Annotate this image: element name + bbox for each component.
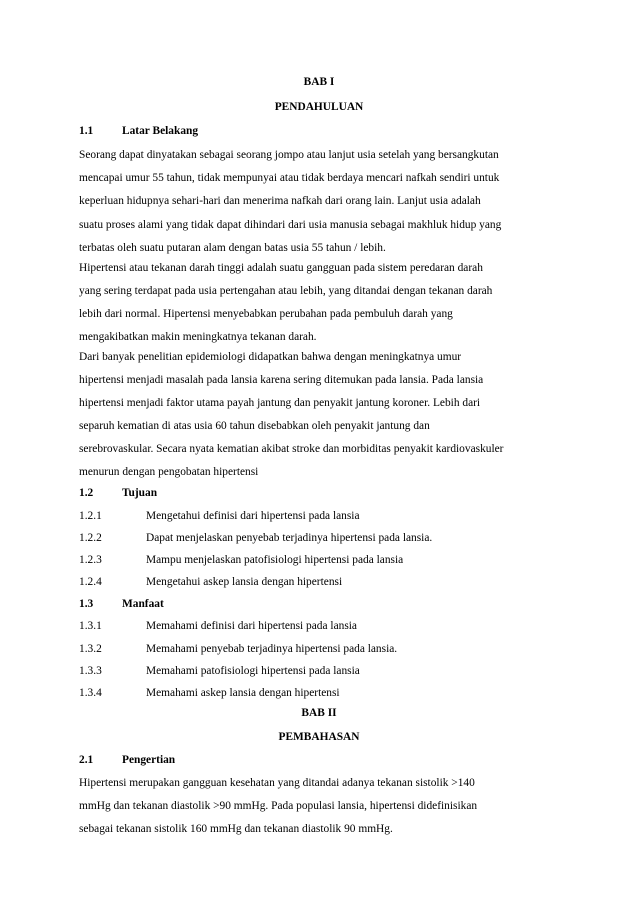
paragraph-line: terbatas oleh suatu putaran alam dengan batas usia 55 tahun / lebih. bbox=[79, 242, 386, 254]
subsection-text: Dapat menjelaskan penyebab terjadinya hipertensi pada lansia. bbox=[146, 532, 433, 544]
subsection-number: 1.2.2 bbox=[79, 532, 102, 544]
paragraph-line: Dari banyak penelitian epidemiologi didapatkan bahwa dengan meningkatnya umur bbox=[79, 351, 462, 363]
subsection-number: 1.2.3 bbox=[79, 554, 102, 566]
section-title: Pengertian bbox=[122, 754, 176, 766]
paragraph-line: menurun dengan pengobatan hipertensi bbox=[79, 466, 259, 478]
paragraph-line: lebih dari normal. Hipertensi menyebabkan perubahan pada pembuluh darah yang bbox=[79, 308, 453, 320]
section-number: 2.1 bbox=[79, 754, 94, 766]
section-number: 1.1 bbox=[79, 125, 94, 137]
paragraph-line: suatu proses alami yang tidak dapat dihindari dari usia manusia sebagai makhluk hidup yang bbox=[79, 219, 502, 231]
subsection-number: 1.3.3 bbox=[79, 665, 102, 677]
paragraph-line: keperluan hidupnya sehari-hari dan menerima nafkah dari orang lain. Lanjut usia adalah bbox=[79, 195, 481, 207]
paragraph-line: hipertensi menjadi masalah pada lansia karena sering ditemukan pada lansia. Pada lansia bbox=[79, 374, 484, 386]
paragraph-line: Seorang dapat dinyatakan sebagai seorang jompo atau lanjut usia setelah yang bersangkutan bbox=[79, 149, 499, 161]
subsection-number: 1.3.2 bbox=[79, 643, 102, 655]
subsection-number: 1.3.4 bbox=[79, 687, 102, 699]
section-title: Tujuan bbox=[122, 487, 158, 499]
chapter-title: BAB II bbox=[301, 707, 337, 719]
paragraph-line: hipertensi menjadi faktor utama payah jantung dan penyakit jantung koroner. Lebih dari bbox=[79, 397, 481, 409]
section-number: 1.3 bbox=[79, 598, 94, 610]
paragraph-line: mengakibatkan makin meningkatnya tekanan darah. bbox=[79, 331, 317, 343]
chapter-subtitle: PEMBAHASAN bbox=[278, 731, 360, 743]
chapter-title: BAB I bbox=[303, 76, 335, 88]
subsection-text: Memahami definisi dari hipertensi pada lansia bbox=[146, 620, 357, 632]
subsection-number: 1.2.1 bbox=[79, 510, 102, 522]
section-title: Latar Belakang bbox=[122, 125, 199, 137]
paragraph-line: separuh kematian di atas usia 60 tahun disebabkan oleh penyakit jantung dan bbox=[79, 420, 430, 432]
chapter-subtitle: PENDAHULUAN bbox=[274, 101, 364, 113]
subsection-text: Memahami askep lansia dengan hipertensi bbox=[146, 687, 340, 699]
paragraph-line: sebagai tekanan sistolik 160 mmHg dan tekanan diastolik 90 mmHg. bbox=[79, 823, 393, 835]
subsection-text: Mampu menjelaskan patofisiologi hipertensi pada lansia bbox=[146, 554, 404, 566]
paragraph-line: Hipertensi atau tekanan darah tinggi adalah suatu gangguan pada sistem peredaran darah bbox=[79, 262, 483, 274]
paragraph-line: serebrovaskular. Secara nyata kematian akibat stroke dan morbiditas penyakit kardiovaskuler bbox=[79, 443, 504, 455]
section-number: 1.2 bbox=[79, 487, 94, 499]
subsection-text: Mengetahui definisi dari hipertensi pada lansia bbox=[146, 510, 360, 522]
paragraph-line: yang sering terdapat pada usia pertengahan atau lebih, yang ditandai dengan tekanan darah bbox=[79, 285, 493, 297]
section-title: Manfaat bbox=[122, 598, 164, 610]
subsection-text: Memahami penyebab terjadinya hipertensi pada lansia. bbox=[146, 643, 398, 655]
paragraph-line: Hipertensi merupakan gangguan kesehatan yang ditandai adanya tekanan sistolik >140 bbox=[79, 777, 475, 789]
paragraph-line: mmHg dan tekanan diastolik >90 mmHg. Pada populasi lansia, hipertensi didefinisikan bbox=[79, 800, 478, 812]
subsection-number: 1.2.4 bbox=[79, 576, 102, 588]
paragraph-line: mencapai umur 55 tahun, tidak mempunyai atau tidak berdaya mencari nafkah sendiri untuk bbox=[79, 172, 500, 184]
subsection-number: 1.3.1 bbox=[79, 620, 102, 632]
subsection-text: Memahami patofisiologi hipertensi pada lansia bbox=[146, 665, 360, 677]
subsection-text: Mengetahui askep lansia dengan hipertensi bbox=[146, 576, 343, 588]
